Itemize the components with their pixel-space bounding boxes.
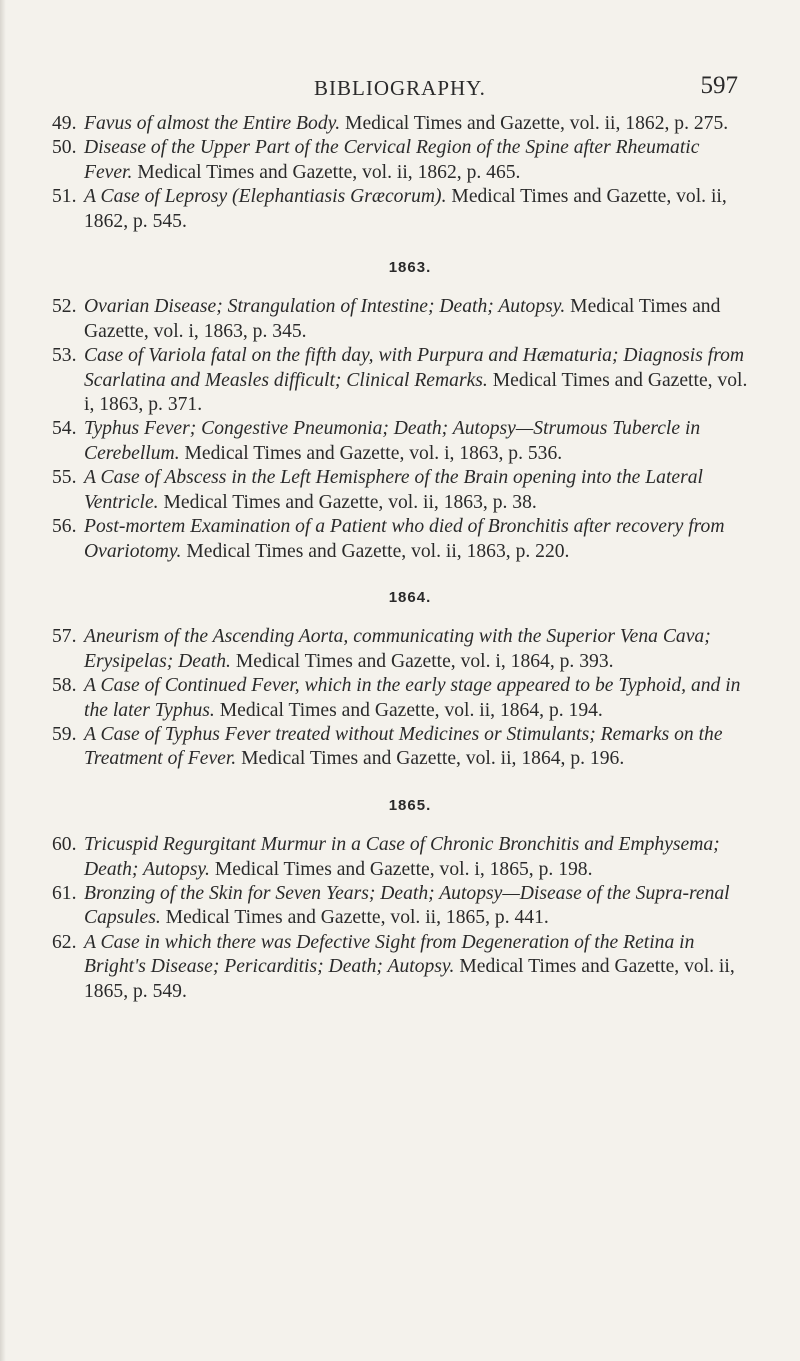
bibliography-entry xyxy=(52,625,750,674)
entry-number: 50. xyxy=(52,137,77,159)
running-head: BIBLIOGRAPHY. xyxy=(314,76,486,100)
entry-citation: Medical Times and Gazette, vol. ii, 1863, p. 220. xyxy=(186,540,570,562)
entry-number: 49. xyxy=(52,113,77,134)
entry-citation: Medical Times and Gazette, vol. ii, 1863, p. 38. xyxy=(163,491,537,513)
bibliography-entry xyxy=(52,833,750,882)
entry-number: 60. xyxy=(52,834,77,856)
entry-number: 51. xyxy=(52,186,77,208)
entry-title: Post-mortem Examination of a Patient who died of Bronchitis after recovery from Ovariotomy. xyxy=(84,516,725,562)
entry-number: 53. xyxy=(52,345,77,367)
entry-number: 54. xyxy=(52,418,77,440)
entry-title: A Case of Typhus Fever treated without Medicines or Stimulants; Remarks on the Treatment of Fever. xyxy=(84,723,723,770)
bibliography-entry xyxy=(52,136,750,185)
entry-number: 55. xyxy=(52,467,77,489)
page-header xyxy=(0,72,800,106)
entry-citation: Medical Times and Gazette, vol. ii, 1862, p. 465. xyxy=(137,161,521,183)
entry-number: 59. xyxy=(52,723,77,745)
entry-citation: Medical Times and Gazette, vol. ii, 1865, p. 549. xyxy=(84,956,735,1002)
entry-number: 57. xyxy=(52,626,77,648)
bibliography-entry xyxy=(52,112,750,136)
year-heading: 1864. xyxy=(388,588,432,606)
entry-citation: Medical Times and Gazette, vol. ii, 1862, p. 545. xyxy=(84,186,727,232)
entry-title: Case of Variola fatal on the fifth day, with Purpura and Hæmaturia; Diagnosis from Scarlatina and Measles difficult; Clinical Remarks. xyxy=(84,345,745,391)
bibliography-entry xyxy=(52,723,750,772)
bibliography-entry xyxy=(52,466,750,515)
bibliography-entry xyxy=(52,931,750,1004)
entry-title: A Case of Continued Fever, which in the early stage appeared to be Typhoid, and in the later Typhus. xyxy=(84,675,741,721)
entry-title: Tricuspid Regurgitant Murmur in a Case of Chronic Bronchitis and Emphysema; Death; Autopsy. xyxy=(84,834,720,880)
entry-number: 52. xyxy=(52,296,77,318)
bibliography-list xyxy=(52,112,750,1004)
entry-citation: Medical Times and Gazette, vol. i, 1863, p. 345. xyxy=(84,296,721,342)
entry-title: Ovarian Disease; Strangulation of Intestine; Death; Autopsy. xyxy=(84,296,566,318)
entry-title: A Case of Abscess in the Left Hemisphere of the Brain opening into the Lateral Ventricle. xyxy=(84,467,703,513)
entry-number: 62. xyxy=(52,931,77,953)
entry-number: 56. xyxy=(52,516,77,538)
bibliography-entry xyxy=(52,515,750,564)
entry-number: 61. xyxy=(52,882,77,904)
entry-citation: Medical Times and Gazette, vol. ii, 1865, p. 441. xyxy=(165,907,549,929)
bibliography-entry xyxy=(52,882,750,931)
entry-title: Bronzing of the Skin for Seven Years; Death; Autopsy—Disease of the Supra-renal Capsules. xyxy=(84,882,730,929)
bibliography-entry xyxy=(52,417,750,466)
entry-title: Aneurism of the Ascending Aorta, communicating with the Superior Vena Cava; Erysipelas; Death. xyxy=(84,626,711,672)
bibliography-entry xyxy=(52,344,750,417)
entry-title: A Case of Leprosy (Elephantiasis Græcorum). xyxy=(84,186,447,208)
page-number: 597 xyxy=(700,72,738,99)
entry-citation: Medical Times and Gazette, vol. i, 1863, p. 536. xyxy=(184,442,563,464)
entry-citation: Medical Times and Gazette, vol. i, 1865, p. 198. xyxy=(214,858,593,880)
bibliography-entry xyxy=(52,674,750,723)
entry-title: Favus of almost the Entire Body. xyxy=(84,113,341,134)
bibliography-entry xyxy=(52,185,750,234)
entry-title: Disease of the Upper Part of the Cervical Region of the Spine after Rheumatic Fever. xyxy=(84,137,700,183)
year-heading: 1865. xyxy=(388,796,432,814)
entry-number: 58. xyxy=(52,675,77,697)
entry-citation: Medical Times and Gazette, vol. ii, 1864, p. 194. xyxy=(219,699,603,721)
entry-citation: Medical Times and Gazette, vol. ii, 1864, p. 196. xyxy=(241,748,625,770)
year-heading: 1863. xyxy=(388,259,432,277)
entry-citation: Medical Times and Gazette, vol. i, 1864, p. 393. xyxy=(235,650,614,672)
entry-citation: Medical Times and Gazette, vol. ii, 1862, p. 275. xyxy=(345,113,729,134)
bibliography-entry xyxy=(52,295,750,344)
entry-title: A Case in which there was Defective Sight from Degeneration of the Retina in Bright's Disease; Pericarditis; Death; Autopsy. xyxy=(84,931,695,978)
entry-citation: Medical Times and Gazette, vol. i, 1863, p. 371. xyxy=(84,369,748,416)
page-edge-shadow xyxy=(0,0,6,1361)
entry-title: Typhus Fever; Congestive Pneumonia; Death; Autopsy—Strumous Tubercle in Cerebellum. xyxy=(84,418,701,464)
